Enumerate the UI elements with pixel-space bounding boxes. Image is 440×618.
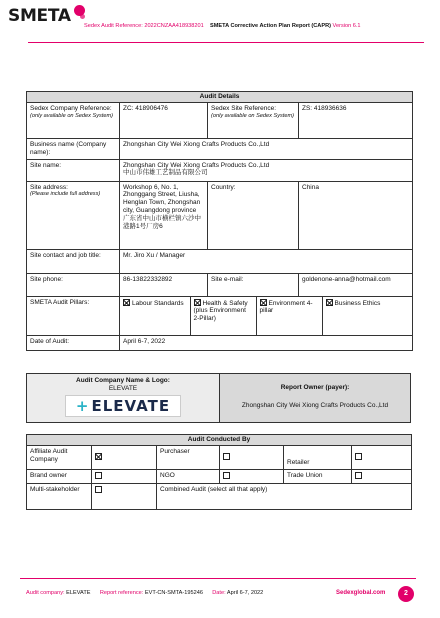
date-of-audit-value: April 6-7, 2022 xyxy=(120,335,413,350)
affiliate-label: Affiliate Audit Company xyxy=(27,446,92,470)
footer-report-ref-value: EVT-CN-SMTA-195246 xyxy=(144,590,203,596)
site-address-value: Workshop 6, No. 1, Zhonggang Street, Liusha, Henglan Town, Zhongshan city, Guangdong province xyxy=(123,183,201,214)
pillar-health-safety-label: Health & Safety (plus Environment 2-Pillar) xyxy=(193,299,248,323)
site-ref-label-cell xyxy=(208,103,299,139)
email-value: goldenone-anna@hotmail.com xyxy=(299,273,413,296)
site-name-label: Site name: xyxy=(27,159,120,181)
footer-divider xyxy=(20,578,416,579)
pillars-grid xyxy=(120,297,412,335)
elevate-logo xyxy=(65,395,181,417)
brand-owner-checkbox[interactable] xyxy=(95,472,102,479)
site-address-label: Site address: xyxy=(30,183,68,191)
purchaser-label: Purchaser xyxy=(157,446,220,470)
audit-details-table xyxy=(26,91,413,351)
business-name-value: Zhongshan City Wei Xiong Crafts Products Co.,Ltd xyxy=(120,139,413,160)
elevate-logo-text: ELEVATE xyxy=(91,396,171,415)
affiliate-checkbox[interactable] xyxy=(95,453,102,460)
audit-details-title: Audit Details xyxy=(27,92,413,103)
footer-audit-company-label: Audit company: xyxy=(26,590,65,596)
pillar-business-ethics-checkbox[interactable] xyxy=(326,299,333,306)
brand-owner-checkbox-cell xyxy=(92,470,157,484)
trade-union-label: Trade Union xyxy=(284,470,352,484)
report-owner-panel xyxy=(219,374,410,422)
combined-audit-label: Combined Audit (select all that apply) xyxy=(157,484,412,510)
multi-stakeholder-checkbox-cell xyxy=(92,484,157,510)
phone-label: Site phone: xyxy=(27,273,120,296)
pillar-business-ethics xyxy=(322,297,412,335)
pillars-label: SMETA Audit Pillars: xyxy=(27,296,120,335)
audit-company-label: Audit Company Name & Logo: xyxy=(76,377,170,384)
pillar-business-ethics-label: Business Ethics xyxy=(334,299,381,307)
header-reference-line xyxy=(84,23,361,30)
pillar-environment-checkbox[interactable] xyxy=(260,299,267,306)
audit-reference-value: ZAA418938201 xyxy=(164,23,204,29)
pillar-environment-label: Environment 4-pillar xyxy=(259,299,313,315)
retailer-label: Retailer xyxy=(284,446,352,470)
smeta-logo: SMETA xyxy=(8,6,71,26)
site-address-cell xyxy=(120,181,208,249)
brand-owner-label: Brand owner xyxy=(27,470,92,484)
date-of-audit-label: Date of Audit: xyxy=(27,335,120,350)
pillar-health-safety xyxy=(190,297,256,335)
company-ref-label: Sedex Company Reference: xyxy=(30,105,112,112)
purchaser-checkbox[interactable] xyxy=(223,453,230,460)
site-ref-note: (only available on Sedex System) xyxy=(211,112,295,119)
business-name-label: Business name (Company name): xyxy=(27,139,120,160)
pillar-environment xyxy=(256,297,322,335)
contact-label: Site contact and job title: xyxy=(27,249,120,273)
site-address-cn: 广东省中山市横栏镇六沙中港路1号厂房6 xyxy=(123,214,201,230)
company-ref-note: (only available on Sedex System) xyxy=(30,112,114,119)
audit-company-name: ELEVATE xyxy=(108,384,138,392)
site-ref-label: Sedex Site Reference: xyxy=(211,105,277,112)
report-owner-label: Report Owner (payer): xyxy=(280,384,350,391)
audit-conducted-table xyxy=(26,434,412,510)
audit-reference-prefix: 2022CN xyxy=(144,23,165,29)
multi-stakeholder-checkbox[interactable] xyxy=(95,486,102,493)
footer-date-label: Date: xyxy=(212,590,226,596)
pillar-health-safety-checkbox[interactable] xyxy=(194,299,201,306)
retailer-checkbox-cell xyxy=(352,446,412,470)
smeta-logo-dot-small-icon xyxy=(80,14,85,19)
retailer-checkbox[interactable] xyxy=(355,453,362,460)
elevate-logo-mark-icon: + xyxy=(75,396,90,415)
audit-conducted-title: Audit Conducted By xyxy=(27,435,412,446)
pillar-labour-label: Labour Standards xyxy=(132,299,184,307)
multi-stakeholder-label: Multi-stakeholder xyxy=(27,484,92,510)
ngo-checkbox[interactable] xyxy=(223,472,230,479)
audit-company-box xyxy=(26,373,411,423)
footer-report-ref-label: Report reference: xyxy=(99,590,144,596)
company-ref-value: ZC: 418906476 xyxy=(120,103,208,139)
site-ref-value: ZS: 418936636 xyxy=(299,103,413,139)
ngo-checkbox-cell xyxy=(220,470,284,484)
country-value: China xyxy=(299,181,413,249)
trade-union-checkbox[interactable] xyxy=(355,472,362,479)
pillars-cell xyxy=(120,296,413,335)
purchaser-checkbox-cell xyxy=(220,446,284,470)
email-label: Site e-mail: xyxy=(208,273,299,296)
pillar-labour-checkbox[interactable] xyxy=(123,299,130,306)
report-version: Version 6.1 xyxy=(332,23,361,29)
affiliate-checkbox-cell xyxy=(92,446,157,470)
footer-date-value: April 6-7, 2022 xyxy=(226,590,264,596)
report-owner-value: Zhongshan City Wei Xiong Crafts Products Co.,Ltd xyxy=(241,401,389,409)
country-label: Country: xyxy=(208,181,299,249)
report-title: SMETA Corrective Action Plan Report (CAPR) xyxy=(209,23,331,29)
footer-site-link[interactable]: Sedexglobal.com xyxy=(336,590,386,596)
site-name-value: Zhongshan City Wei Xiong Crafts Products Co.,Ltd xyxy=(123,161,270,169)
audit-reference-label: Sedex Audit Reference: xyxy=(84,23,145,29)
site-name-cell xyxy=(120,159,413,181)
audit-company-panel xyxy=(27,374,219,422)
page-header xyxy=(8,6,432,46)
site-name-cn: 中山市伟雄工艺制品有限公司 xyxy=(123,169,208,177)
ngo-label: NGO xyxy=(157,470,220,484)
footer-info xyxy=(26,590,263,597)
contact-value: Mr. Jiro Xu / Manager xyxy=(120,249,413,273)
phone-value: 86-13822332892 xyxy=(120,273,208,296)
company-ref-label-cell xyxy=(27,103,120,139)
site-address-label-cell xyxy=(27,181,120,249)
site-address-note: (Please include full address) xyxy=(30,191,101,198)
pillar-labour xyxy=(120,297,190,335)
trade-union-checkbox-cell xyxy=(352,470,412,484)
footer-audit-company-value: ELEVATE xyxy=(66,590,91,596)
page-number-badge: 2 xyxy=(398,586,414,602)
header-divider xyxy=(28,42,424,43)
